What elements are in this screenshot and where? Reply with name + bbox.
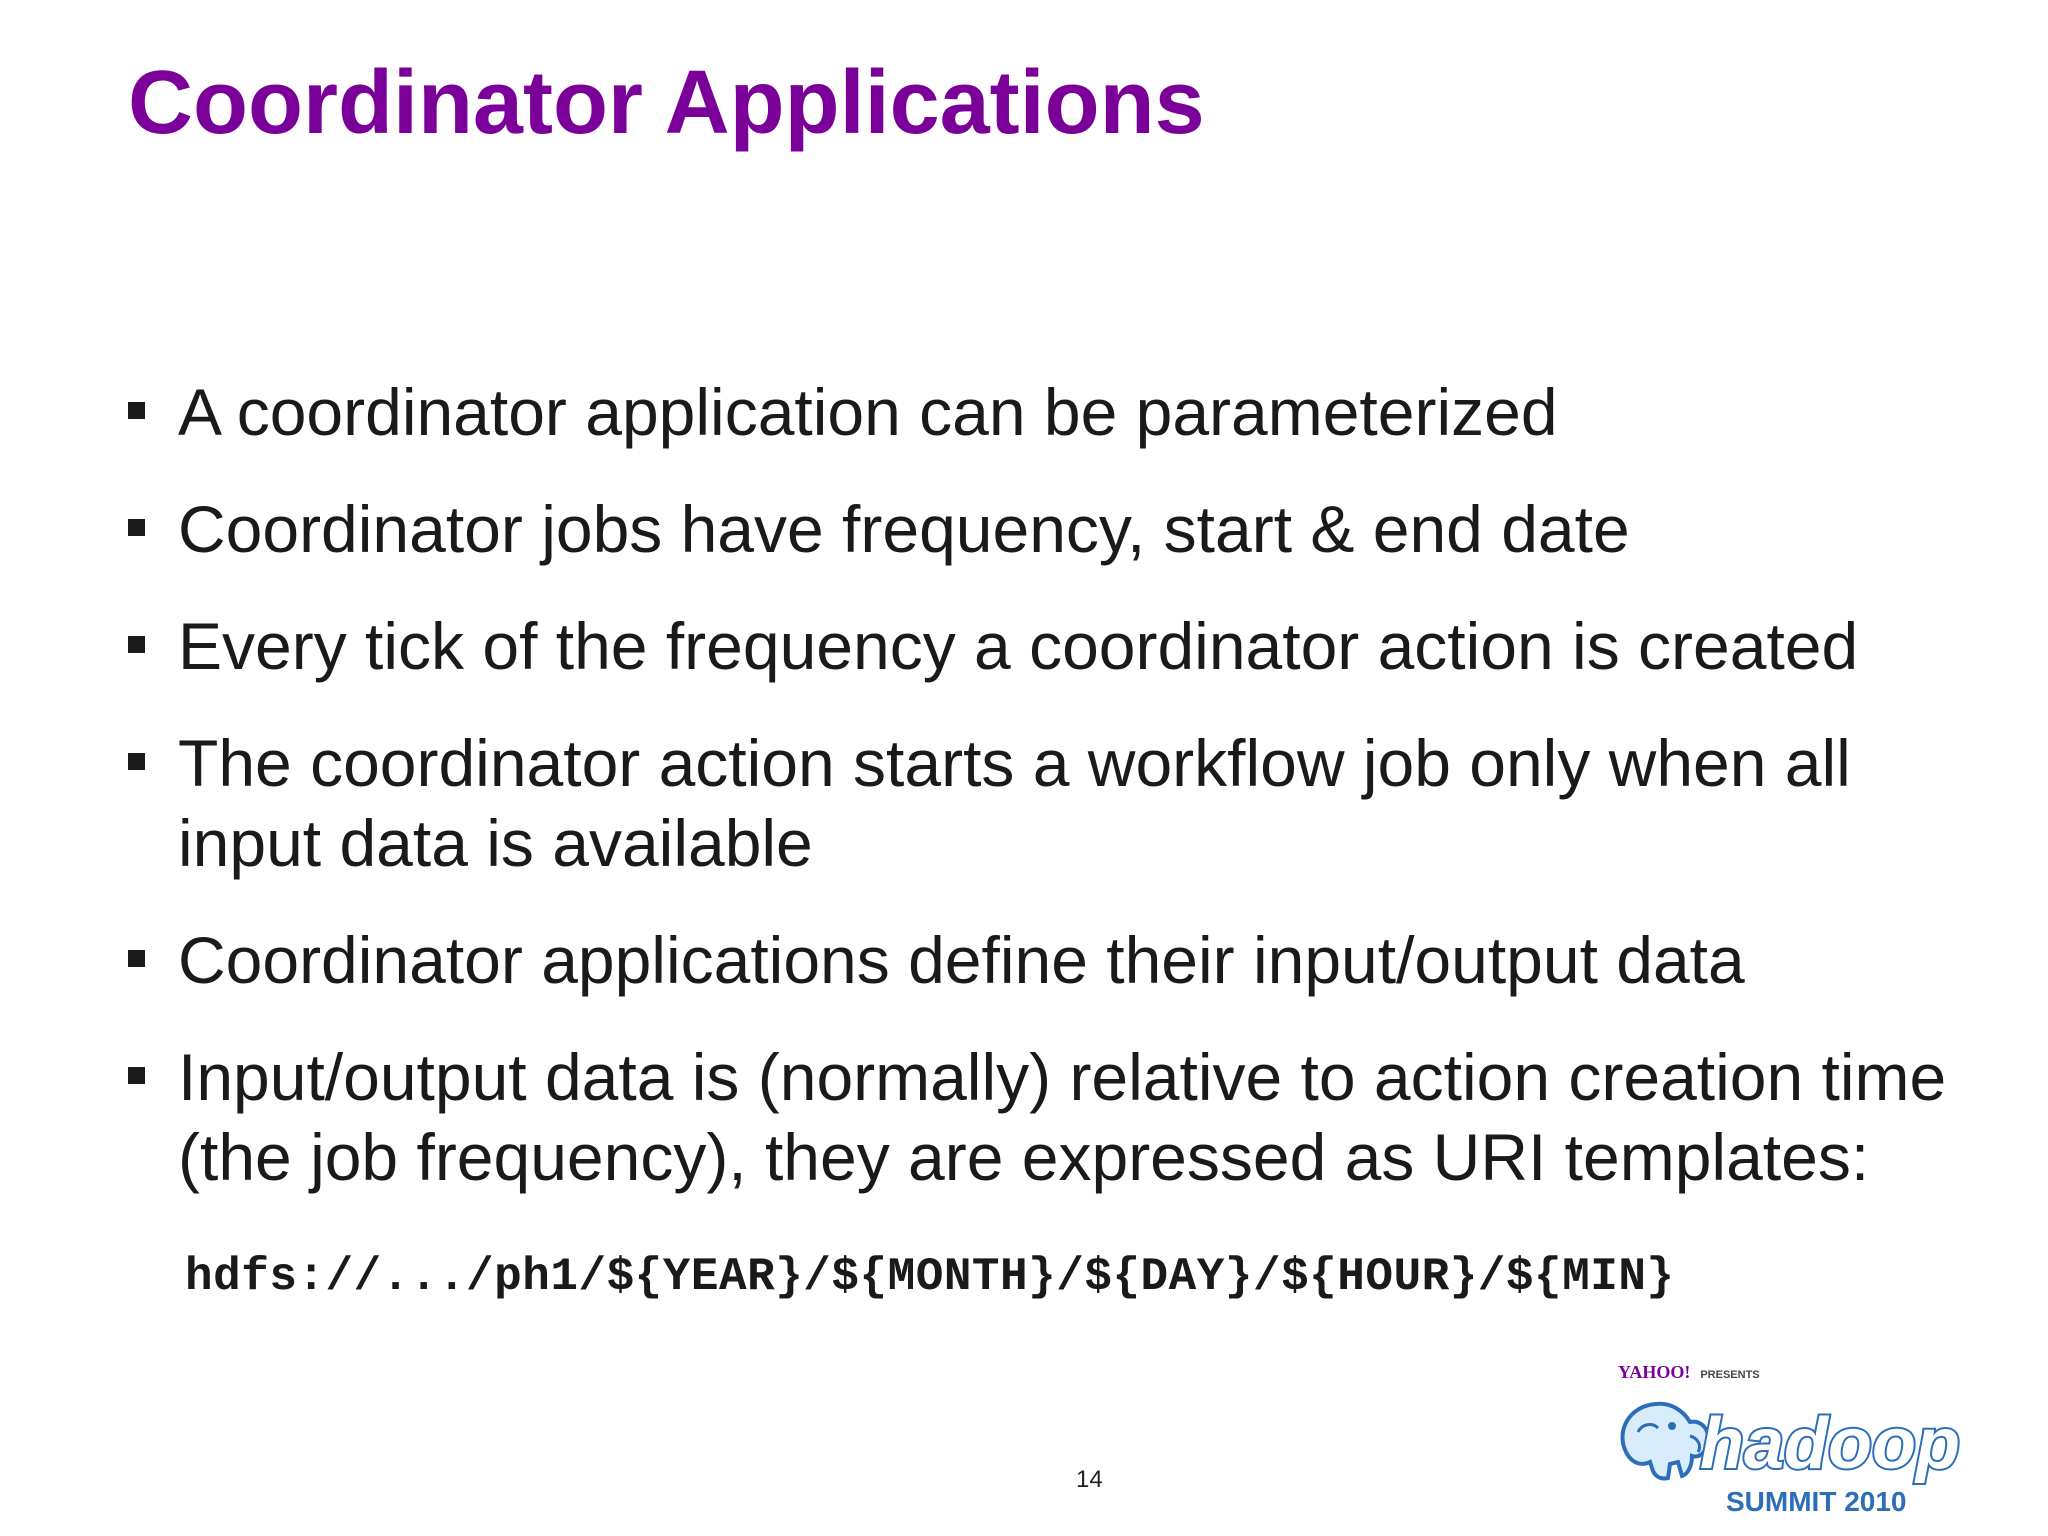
bullet-text-line: Input/output data is (normally) relative to action creation time bbox=[178, 1040, 1947, 1114]
bullet-text-line: Every tick of the frequency a coordinator action is created bbox=[178, 609, 1859, 683]
bullet-square-icon bbox=[128, 1067, 145, 1084]
bullet-item bbox=[128, 1037, 2028, 1197]
bullet-item bbox=[128, 920, 2028, 1000]
hadoop-wordmark: hadoop bbox=[1700, 1404, 1960, 1484]
bullet-square-icon bbox=[128, 753, 145, 770]
hadoop-elephant-icon bbox=[1608, 1392, 1978, 1487]
bullet-square-icon bbox=[128, 519, 145, 536]
bullet-square-icon bbox=[128, 636, 145, 653]
bullet-text-line: The coordinator action starts a workflow job only when all bbox=[178, 726, 1851, 800]
bullet-text-line: Coordinator jobs have frequency, start & end date bbox=[178, 492, 1630, 566]
elephant-icon bbox=[1623, 1404, 1709, 1479]
bullet-item bbox=[128, 372, 2028, 452]
bullet-text-line: input data is available bbox=[178, 806, 813, 880]
page-number: 14 bbox=[1076, 1466, 1103, 1493]
bullet-text-line: A coordinator application can be parameterized bbox=[178, 375, 1558, 449]
bullet-text-line: Coordinator applications define their input/output data bbox=[178, 923, 1745, 997]
yahoo-wordmark: YAHOO! bbox=[1618, 1362, 1691, 1382]
bullet-square-icon bbox=[128, 402, 145, 419]
slide-title: Coordinator Applications bbox=[128, 53, 1205, 153]
presents-label: PRESENTS bbox=[1700, 1369, 1760, 1381]
uri-template-example: hdfs://.../ph1/${YEAR}/${MONTH}/${DAY}/${HOUR}/${MIN} bbox=[185, 1251, 1675, 1303]
bullet-item bbox=[128, 723, 2028, 883]
bullet-list bbox=[128, 372, 2028, 1234]
hadoop-summit-logo bbox=[1618, 1362, 1978, 1522]
bullet-item bbox=[128, 489, 2028, 569]
bullet-square-icon bbox=[128, 950, 145, 967]
bullet-item bbox=[128, 606, 2028, 686]
logo-header bbox=[1618, 1362, 1760, 1388]
bullet-text-line: (the job frequency), they are expressed as URI templates: bbox=[178, 1120, 1870, 1194]
summit-label: SUMMIT 2010 bbox=[1726, 1486, 1907, 1517]
